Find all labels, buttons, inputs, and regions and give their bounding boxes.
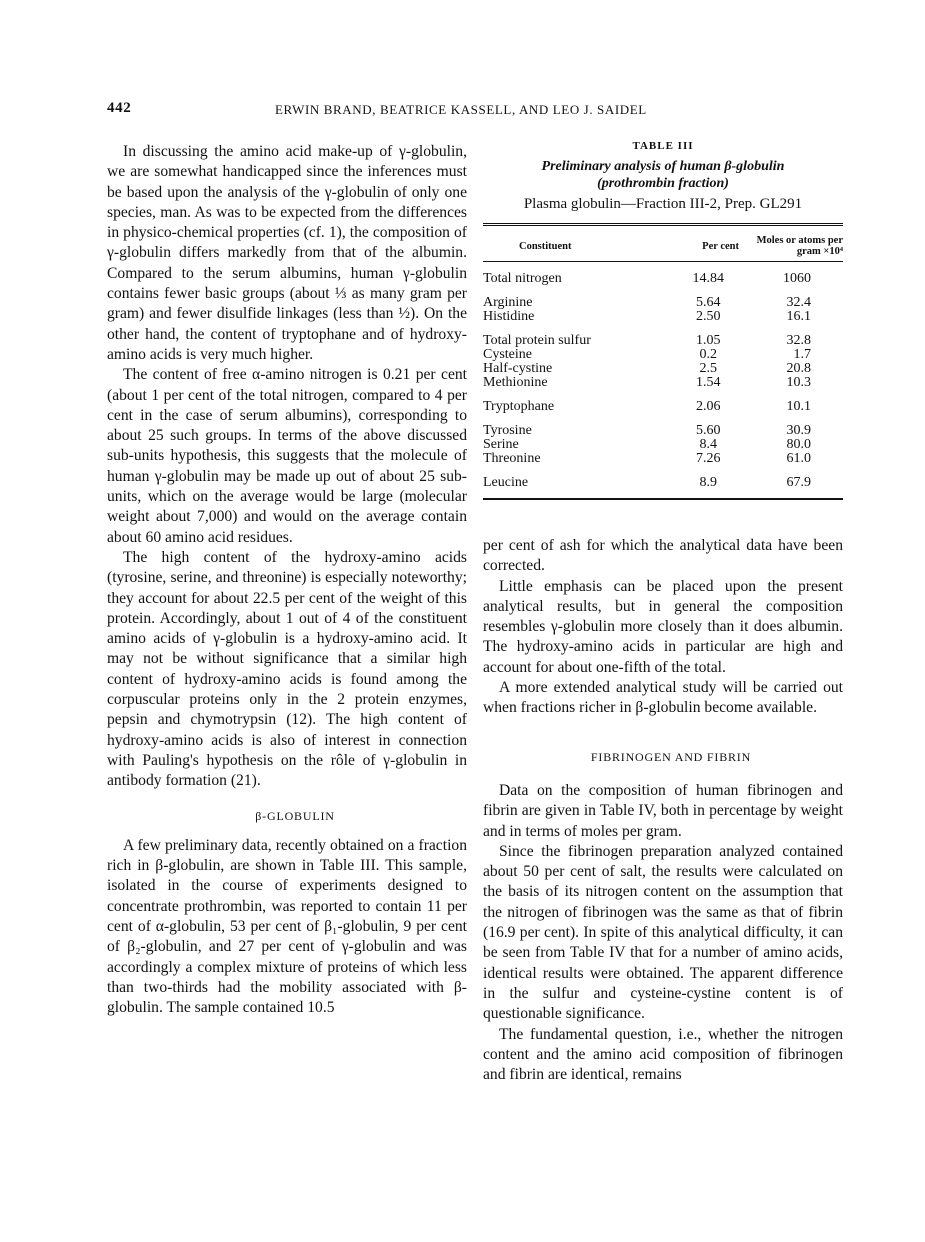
percent-cell: 1.54 — [696, 375, 721, 390]
moles-cell: 1060 — [783, 271, 811, 286]
paragraph: per cent of ash for which the analytical data have been corrected. — [483, 537, 843, 575]
paragraph: The fundamental question, i.e., whether the nitrogen content and the amino acid composition of fibrinogen and fibrin are identical, remains — [483, 1025, 843, 1084]
table-title-2: (prothrombin fraction) — [597, 176, 729, 191]
running-header: ERWIN BRAND, BEATRICE KASSELL, AND LEO J. SAIDEL — [275, 102, 647, 117]
table-row — [483, 286, 843, 310]
table-row — [483, 466, 843, 490]
constituent-cell: Arginine — [483, 295, 533, 310]
percent-cell: 8.9 — [699, 475, 717, 490]
table-row — [483, 452, 843, 466]
table-row — [483, 376, 843, 390]
constituent-cell: Histidine — [483, 309, 535, 324]
column-header: Per cent — [670, 229, 748, 262]
percent-cell: 2.50 — [696, 309, 721, 324]
moles-cell: 80.0 — [786, 437, 811, 452]
constituent-cell: Cysteine — [483, 347, 532, 362]
constituent-cell: Threonine — [483, 451, 541, 466]
table-row — [483, 362, 843, 376]
constituent-cell: Leucine — [483, 475, 529, 490]
moles-cell: 32.8 — [786, 333, 811, 348]
table-row — [483, 324, 843, 348]
paragraph: A few preliminary data, recently obtained on a fraction rich in β-globulin, are shown in Table III. This sample, isolated in the course of experiments designed to concentrate prothrombin, was reported to contain 11 per cent of α-globulin, 53 per cent of β₁-globulin, 9 per cent of β₂-globulin, and 27 per cent of γ-globulin and was accordingly a complex mixture of proteins of which less than two-thirds had the mobility associated with β-globulin. The sample contained 10.5 — [107, 836, 467, 1017]
table-row — [483, 390, 843, 414]
section-heading: FIBRINOGEN AND FIBRIN — [590, 749, 752, 764]
table-row — [483, 414, 843, 438]
percent-cell: 8.4 — [699, 437, 717, 452]
paragraph: Little emphasis can be placed upon the present analytical results, but in general the composition resembles γ-globulin more closely than it does albumin. The hydroxy-amino acids in particular are high and account for about one-fifth of the total. — [483, 577, 843, 676]
moles-cell: 1.7 — [793, 347, 811, 362]
moles-cell: 10.3 — [786, 375, 811, 390]
moles-cell: 67.9 — [786, 475, 811, 490]
table-number: TABLE III — [632, 140, 694, 152]
table-title: Preliminary analysis of human β-globulin — [541, 159, 785, 174]
column-header: Constituent — [483, 229, 670, 262]
data-table — [483, 229, 843, 490]
left-column — [107, 142, 467, 1018]
percent-cell: 0.2 — [699, 347, 717, 362]
page-number: 442 — [107, 100, 132, 116]
table-rule — [483, 498, 843, 500]
paragraph: The content of free α-amino nitrogen is 0.21 per cent (about 1 per cent of the total nitrogen, compared to 4 per cent in the case of serum albumins), corresponding to about 25 such groups. In terms of the above discussed sub-units hypothesis, this suggests that the molecule of human γ-globulin may be made up out of about 25 sub-units, which on the average would be large (molecular weight about 7,000) and would on the average contain about 60 amino acid residues. — [107, 366, 467, 546]
paragraph: Since the fibrinogen preparation analyzed contained about 50 per cent of salt, the results were calculated on the basis of its nitrogen content on the assumption that the nitrogen of fibrinogen was the same as that of fibrin (16.9 per cent). In spite of this analytical difficulty, it can be seen from Table IV that for a number of amino acids, identical results were obtained. The apparent difference in the sulfur and cysteine-cystine content is of questionable significance. — [483, 842, 843, 1023]
constituent-cell: Total nitrogen — [483, 271, 562, 286]
table-row — [483, 262, 843, 287]
table-row — [483, 310, 843, 324]
table-row — [483, 438, 843, 452]
column-header: Moles or atoms per gram ×10⁴ — [747, 229, 843, 262]
moles-cell: 20.8 — [786, 361, 811, 376]
percent-cell: 2.5 — [699, 361, 717, 376]
percent-cell: 5.60 — [696, 423, 721, 438]
moles-cell: 32.4 — [786, 295, 811, 310]
percent-cell: 7.26 — [696, 451, 721, 466]
percent-cell: 5.64 — [696, 295, 721, 310]
constituent-cell: Half-cystine — [483, 361, 553, 376]
constituent-cell: Tryptophane — [483, 399, 555, 414]
percent-cell: 14.84 — [692, 271, 724, 286]
table-row — [483, 348, 843, 362]
right-column — [483, 536, 843, 1085]
table-subtitle: Plasma globulin—Fraction III-2, Prep. GL291 — [523, 196, 803, 212]
constituent-cell: Total protein sulfur — [483, 333, 591, 348]
percent-cell: 1.05 — [696, 333, 721, 348]
table-iii — [483, 140, 843, 500]
constituent-cell: Serine — [483, 437, 519, 452]
paragraph: Data on the composition of human fibrinogen and fibrin are given in Table IV, both in percentage by weight and in terms of moles per gram. — [483, 781, 843, 840]
moles-cell: 30.9 — [786, 423, 811, 438]
moles-cell: 61.0 — [786, 451, 811, 466]
section-heading: β-GLOBULIN — [255, 808, 335, 823]
paragraph: The high content of the hydroxy-amino acids (tyrosine, serine, and threonine) is especially noteworthy; they account for about 22.5 per cent of the weight of this protein. Accordingly, about 1 out of 4 of the constituent amino acids of γ-globulin is a hydroxy-amino acid. It may not be without significance that a similar high content of hydroxy-amino acids is found among the corpuscular proteins only in the 2 protein enzymes, pepsin and chymotrypsin (12). The high content of hydroxy-amino acids is also of interest in connection with Pauling's hypothesis on the rôle of γ-globulin in antibody formation (21). — [107, 548, 467, 790]
constituent-cell: Methionine — [483, 375, 548, 390]
paragraph: A more extended analytical study will be carried out when fractions richer in β-globulin become available. — [483, 679, 843, 717]
moles-cell: 10.1 — [786, 399, 811, 414]
constituent-cell: Tyrosine — [483, 423, 532, 438]
percent-cell: 2.06 — [696, 399, 721, 414]
moles-cell: 16.1 — [786, 309, 811, 324]
paragraph: In discussing the amino acid make-up of γ-globulin, we are somewhat handicapped since the inferences must be based upon the analysis of the γ-globulin of only one species, man. As was to be expected from the differences in physico-chemical properties (cf. 1), the composition of γ-globulin differs markedly from that of the albumin. Compared to the serum albumins, human γ-globulin contains fewer basic groups (about ⅓ as many gram per gram) and fewer disulfide linkages (less than ½). On the other hand, the content of tryptophane and of hydroxy-amino acids is very much higher. — [107, 143, 467, 363]
